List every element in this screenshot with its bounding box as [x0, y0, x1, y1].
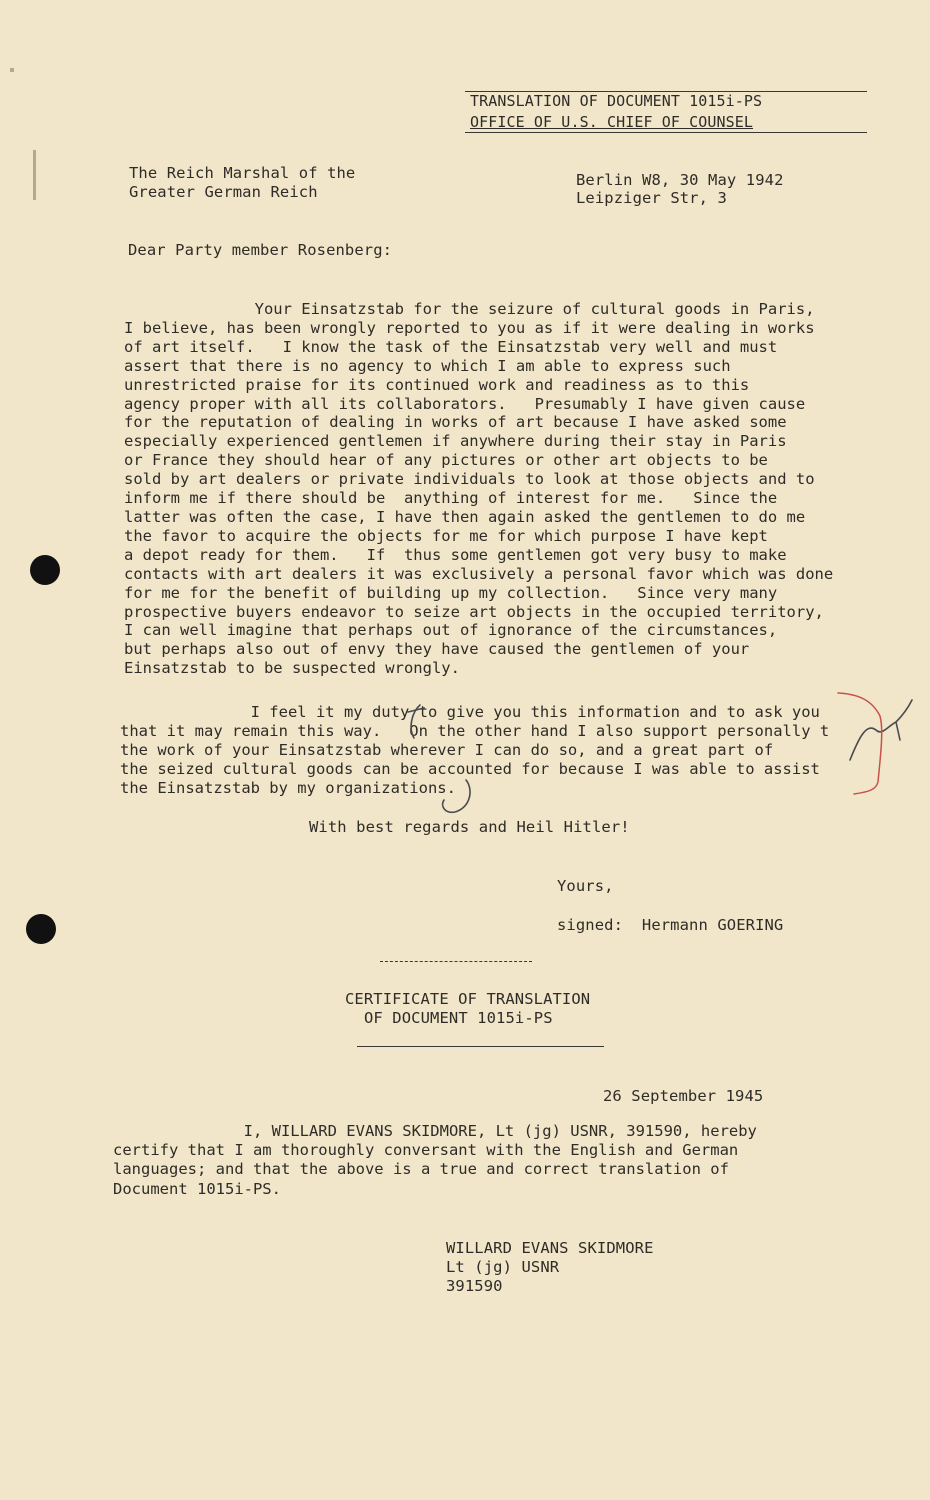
paragraph-1-line: for me for the benefit of building up my collection. Since very many [124, 583, 778, 602]
paragraph-1-line: prospective buyers endeavor to seize art objects in the occupied territory, [124, 602, 824, 621]
paragraph-1-line: inform me if there should be anything of interest for me. Since the [124, 489, 778, 508]
paragraph-2-line: I feel it my duty to give you this information and to ask you [120, 703, 820, 721]
sender-line-2: Greater German Reich [129, 183, 318, 201]
place-date-line-1: Berlin W8, 30 May 1942 [576, 171, 784, 189]
paragraph-2-line: the work of your Einsatzstab wherever I can do so, and a great part of [120, 740, 774, 759]
paragraph-1-line: agency proper with all its collaborators. Presumably I have given cause [124, 394, 806, 413]
sender-line-1: The Reich Marshal of the [129, 164, 356, 182]
certificate-text-line: I, WILLARD EVANS SKIDMORE, Lt (jg) USNR, 391590, hereby [113, 1122, 757, 1140]
paragraph-1-line: sold by art dealers or private individuals to look at those objects and to [124, 470, 815, 489]
certificate-text-line: Document 1015i-PS. [113, 1179, 281, 1198]
paragraph-1-line: for the reputation of dealing in works of art because I have asked some [124, 413, 787, 432]
paragraph-1-line: latter was often the case, I have then again asked the gentlemen to do me [124, 507, 806, 526]
stamp-line-2: OFFICE OF U.S. CHIEF OF COUNSEL [470, 113, 754, 131]
certificate-title-1: CERTIFICATE OF TRANSLATION [345, 990, 591, 1008]
yours: Yours, [557, 877, 614, 895]
salutation: Dear Party member Rosenberg: [128, 241, 393, 259]
paragraph-2-line: that it may remain this way. On the other hand I also support personally t [120, 721, 830, 740]
certificate-date: 26 September 1945 [603, 1087, 764, 1105]
paragraph-1-line: especially experienced gentlemen if anywhere during their stay in Paris [124, 432, 787, 451]
place-date-line-2: Leipziger Str, 3 [576, 189, 727, 207]
paragraph-1-line: Your Einsatzstab for the seizure of cultural goods in Paris, [124, 300, 815, 318]
paragraph-1-line: unrestricted praise for its continued work and readiness as to this [124, 375, 750, 394]
paragraph-2-line: the seized cultural goods can be accounted for because I was able to assist [120, 759, 820, 778]
signer-number: 391590 [446, 1277, 503, 1295]
paragraph-1-line: I can well imagine that perhaps out of ignorance of the circumstances, [124, 621, 778, 640]
paragraph-1-line: I believe, has been wrongly reported to you as if it were dealing in works [124, 318, 815, 337]
signer-rank: Lt (jg) USNR [446, 1258, 560, 1276]
paragraph-1-line: contacts with art dealers it was exclusively a personal favor which was done [124, 564, 834, 583]
paragraph-1-line: of art itself. I know the task of the Einsatzstab very well and must [124, 337, 778, 356]
paragraph-1-line: a depot ready for them. If thus some gentlemen got very busy to make [124, 545, 787, 564]
signature: signed: Hermann GOERING [557, 916, 784, 934]
paragraph-2-line: the Einsatzstab by my organizations. [120, 778, 456, 797]
signer-name: WILLARD EVANS SKIDMORE [446, 1239, 654, 1257]
paragraph-1-line: the favor to acquire the objects for me for which purpose I have kept [124, 526, 768, 545]
paragraph-1-line: but perhaps also out of envy they have caused the gentlemen of your [124, 640, 750, 659]
paragraph-1-line: or France they should hear of any pictures or other art objects to be [124, 451, 768, 470]
certificate-title-2: OF DOCUMENT 1015i-PS [364, 1009, 553, 1027]
paragraph-1-line: Einsatzstab to be suspected wrongly. [124, 659, 460, 678]
certificate-text-line: certify that I am thoroughly conversant with the English and German [113, 1141, 739, 1160]
stamp-line-1: TRANSLATION OF DOCUMENT 1015i-PS [470, 92, 763, 110]
paragraph-1-line: assert that there is no agency to which I am able to express such [124, 356, 731, 375]
certificate-text-line: languages; and that the above is a true and correct translation of [113, 1160, 729, 1179]
closing: With best regards and Heil Hitler! [309, 818, 630, 836]
